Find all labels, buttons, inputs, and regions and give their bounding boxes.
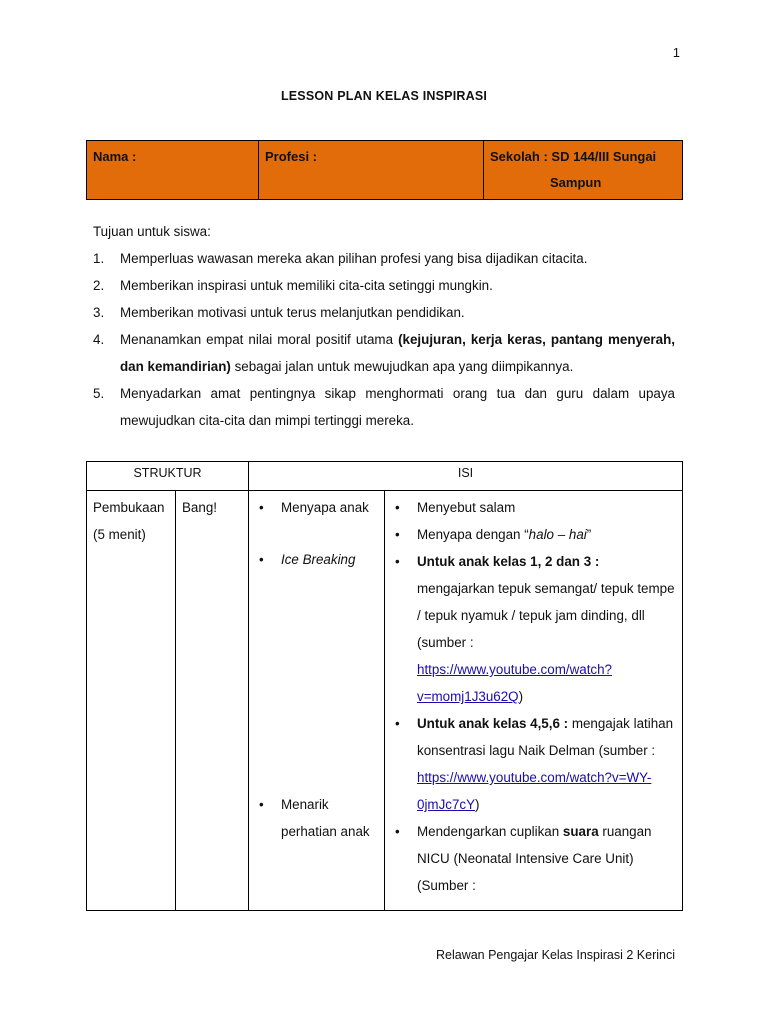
goal-item: 5. Menyadarkan amat pentingnya sikap menghormati orang tua dan guru dalam upaya mewujudkan cita-cita dan mimpi tertinggi mereka. (93, 386, 675, 428)
content-cell (385, 491, 683, 911)
activity-item: • Ice Breaking (255, 546, 378, 573)
activities-cell (249, 491, 385, 911)
section-tag-cell (176, 491, 249, 911)
content-item: • Mendengarkan cuplikan suara ruangan NICU (Neonatal Intensive Care Unit) (Sumber : (391, 818, 676, 899)
profesi-label: Profesi : (265, 149, 318, 164)
section-cell (87, 491, 176, 911)
activity-item: • Menarik perhatian anak (255, 791, 378, 845)
learning-goals (93, 218, 675, 434)
section-time: (5 menit) (93, 527, 146, 542)
goal-item: 4. Menanamkan empat nilai moral positif utama (kejujuran, kerja keras, pantang menyerah, dan kemandirian) sebagai jalan untuk mewujudkan apa yang diimpikannya. (93, 332, 675, 374)
identity-table (86, 140, 683, 200)
lesson-structure-table (86, 461, 683, 911)
goals-list (93, 245, 675, 434)
header-struktur: STRUKTUR (87, 462, 249, 491)
bullet-icon: • (395, 716, 400, 731)
goals-intro: Tujuan untuk siswa: (93, 224, 211, 239)
bullet-icon: • (395, 824, 400, 839)
bullet-icon: • (395, 500, 400, 515)
content-item: • Menyebut salam (391, 494, 676, 521)
bullet-icon: • (259, 797, 264, 812)
bullet-icon: • (259, 552, 264, 567)
profesi-cell (259, 141, 484, 200)
section-name: Pembukaan (93, 500, 165, 515)
page-footer: Relawan Pengajar Kelas Inspirasi 2 Kerinci (435, 948, 675, 962)
header-isi: ISI (249, 462, 683, 491)
content-item: • Menyapa dengan “halo – hai” (391, 521, 676, 548)
sekolah-label: Sekolah : SD 144/III Sungai (490, 149, 657, 164)
activity-item: • Menyapa anak (255, 494, 378, 521)
document-title: LESSON PLAN KELAS INSPIRASI (280, 89, 488, 103)
nama-cell (87, 141, 259, 200)
bullet-icon: • (259, 500, 264, 515)
goal-item: 1. Memperluas wawasan mereka akan pilihan profesi yang bisa dijadikan citacita. (93, 251, 588, 266)
nama-label: Nama : (93, 149, 137, 164)
youtube-link-tepuk[interactable]: https://www.youtube.com/watch?v=momj1J3u62Q (417, 662, 613, 704)
content-item: • Untuk anak kelas 4,5,6 : mengajak latihan konsentrasi lagu Naik Delman (sumber : https://www.youtube.com/watch?v=WY-0jmJc7cY) (391, 710, 676, 818)
bullet-icon: • (395, 554, 400, 569)
section-tag: Bang! (182, 500, 217, 515)
content-item: • Untuk anak kelas 1, 2 dan 3 : mengajarkan tepuk semangat/ tepuk tempe / tepuk nyamuk / tepuk jam dinding, dll (sumber : https://www.youtube.com/watch?v=momj1J3u62Q) (391, 548, 676, 710)
page-number: 1 (672, 45, 680, 60)
goal-item: 3. Memberikan motivasi untuk terus melanjutkan pendidikan. (93, 305, 465, 320)
sekolah-label-cont: Sampun (550, 175, 602, 190)
youtube-link-naik-delman[interactable]: https://www.youtube.com/watch?v=WY-0jmJc7cY (417, 770, 652, 812)
sekolah-cell (484, 141, 683, 200)
bullet-icon: • (395, 527, 400, 542)
goal-item: 2. Memberikan inspirasi untuk memiliki cita-cita setinggi mungkin. (93, 278, 493, 293)
